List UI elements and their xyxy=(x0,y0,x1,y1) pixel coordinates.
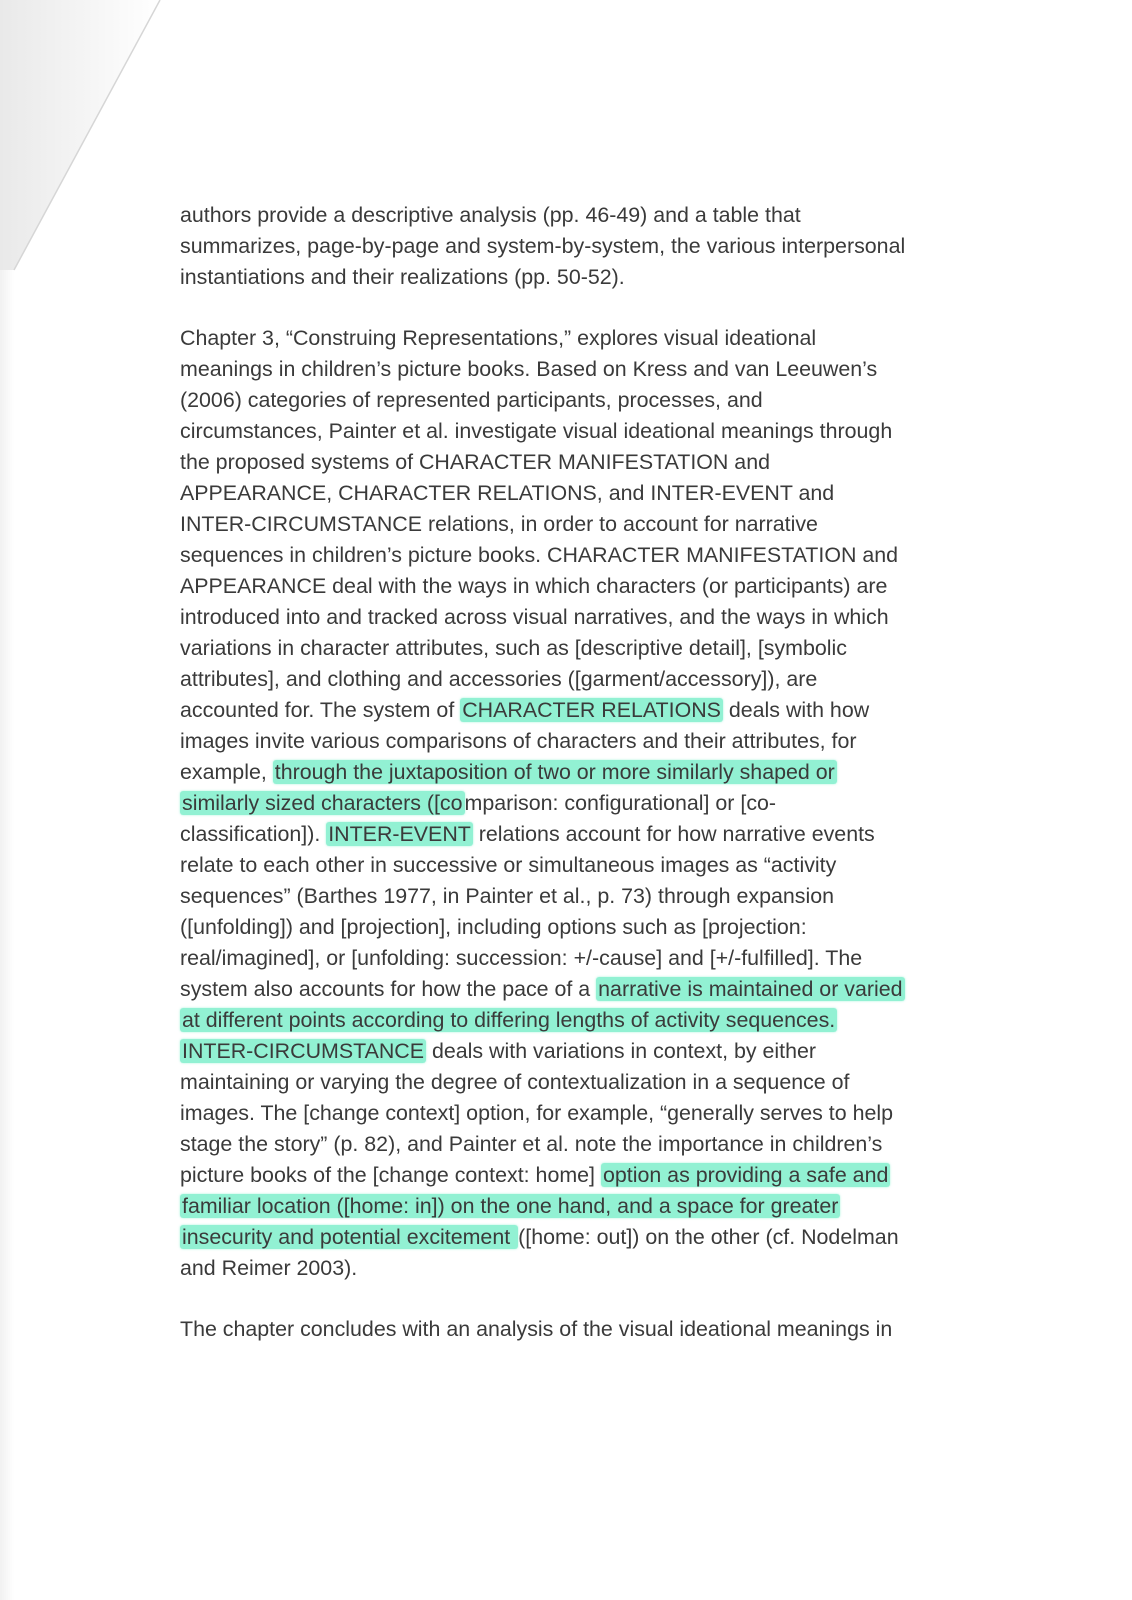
text-segment: sequences in children’s picture books. CHARACTER MANIFESTATION and xyxy=(180,543,899,567)
text-line xyxy=(180,1067,980,1098)
text-segment: accounted for. The system of xyxy=(180,698,461,722)
text-segment: relate to each other in successive or simultaneous images as “activity xyxy=(180,853,837,877)
text-line xyxy=(180,447,980,478)
highlighted-text: INTER-EVENT xyxy=(328,822,471,846)
text-line xyxy=(180,200,980,231)
text-line xyxy=(180,850,980,881)
text-segment: circumstances, Painter et al. investigate visual ideational meanings through xyxy=(180,419,893,443)
text-segment: images invite various comparisons of characters and their attributes, for xyxy=(180,729,857,753)
text-segment: authors provide a descriptive analysis (pp. 46-49) and a table that xyxy=(180,203,801,227)
text-line xyxy=(180,602,980,633)
text-line xyxy=(180,385,980,416)
text-line xyxy=(180,757,980,788)
text-segment: picture books of the [change context: home] xyxy=(180,1163,601,1187)
highlighted-text: option as providing a safe and xyxy=(602,1163,889,1187)
text-segment: sequences” (Barthes 1977, in Painter et al., p. 73) through expansion xyxy=(180,884,835,908)
text-line xyxy=(180,912,980,943)
text-line xyxy=(180,943,980,974)
scan-fold-corner xyxy=(0,0,170,320)
text-segment: Chapter 3, “Construing Representations,” explores visual ideational xyxy=(180,326,817,350)
highlighted-text: insecurity and potential excitement xyxy=(182,1225,517,1249)
text-line xyxy=(180,571,980,602)
text-segment: The chapter concludes with an analysis of the visual ideational meanings in xyxy=(180,1317,893,1341)
text-segment: images. The [change context] option, for example, “generally serves to help xyxy=(180,1101,894,1125)
text-segment: instantiations and their realizations (pp. 50-52). xyxy=(180,265,625,289)
text-line xyxy=(180,695,980,726)
text-segment: summarizes, page-by-page and system-by-system, the various interpersonal xyxy=(180,234,906,258)
text-line xyxy=(180,819,980,850)
highlighted-text: similarly sized characters ([co xyxy=(182,791,463,815)
text-segment: attributes], and clothing and accessories ([garment/accessory]), are xyxy=(180,667,818,691)
paragraph xyxy=(180,200,980,293)
highlighted-text: at different points according to differing lengths of activity sequences. xyxy=(182,1008,836,1032)
text-segment: variations in character attributes, such as [descriptive detail], [symbolic xyxy=(180,636,847,660)
text-line xyxy=(180,354,980,385)
text-line xyxy=(180,726,980,757)
text-segment: meanings in children’s picture books. Based on Kress and van Leeuwen’s xyxy=(180,357,878,381)
text-segment: INTER-CIRCUMSTANCE relations, in order to account for narrative xyxy=(180,512,818,536)
text-line xyxy=(180,540,980,571)
text-line xyxy=(180,1098,980,1129)
highlighted-text: familiar location ([home: in]) on the one hand, and a space for greater xyxy=(182,1194,839,1218)
text-line xyxy=(180,1036,980,1067)
paragraph xyxy=(180,1314,980,1345)
text-line xyxy=(180,509,980,540)
text-segment: ([home: out]) on the other (cf. Nodelman xyxy=(518,1225,899,1249)
text-line xyxy=(180,1191,980,1222)
text-segment: maintaining or varying the degree of contextualization in a sequence of xyxy=(180,1070,850,1094)
highlighted-text: through the juxtaposition of two or more similarly shaped or xyxy=(274,760,835,784)
text-line xyxy=(180,881,980,912)
text-line xyxy=(180,664,980,695)
text-segment: ([unfolding]) and [projection], including options such as [projection: xyxy=(180,915,807,939)
text-segment: stage the story” (p. 82), and Painter et al. note the importance in children’s xyxy=(180,1132,883,1156)
highlighted-text: CHARACTER RELATIONS xyxy=(462,698,721,722)
highlighted-text: INTER-CIRCUMSTANCE xyxy=(182,1039,425,1063)
text-segment: (2006) categories of represented participants, processes, and xyxy=(180,388,763,412)
highlighted-text: narrative is maintained or varied xyxy=(598,977,903,1001)
text-line xyxy=(180,974,980,1005)
text-segment: system also accounts for how the pace of a xyxy=(180,977,597,1001)
text-segment: relations account for how narrative events xyxy=(472,822,875,846)
text-line xyxy=(180,1222,980,1253)
paragraph xyxy=(180,323,980,1284)
document-page xyxy=(180,200,980,1375)
text-line xyxy=(180,788,980,819)
text-segment: APPEARANCE, CHARACTER RELATIONS, and INTER-EVENT and xyxy=(180,481,835,505)
text-line xyxy=(180,1314,980,1345)
text-segment: real/imagined], or [unfolding: succession: +/-cause] and [+/-fulfilled]. The xyxy=(180,946,863,970)
text-line xyxy=(180,1129,980,1160)
text-line xyxy=(180,323,980,354)
text-segment: APPEARANCE deal with the ways in which characters (or participants) are xyxy=(180,574,888,598)
text-line xyxy=(180,416,980,447)
text-segment: introduced into and tracked across visual narratives, and the ways in which xyxy=(180,605,889,629)
text-segment: and Reimer 2003). xyxy=(180,1256,358,1280)
text-line xyxy=(180,1253,980,1284)
text-line xyxy=(180,1160,980,1191)
text-line xyxy=(180,478,980,509)
text-line xyxy=(180,633,980,664)
text-segment: the proposed systems of CHARACTER MANIFESTATION and xyxy=(180,450,770,474)
text-segment: classification]). xyxy=(180,822,327,846)
text-line xyxy=(180,1005,980,1036)
scan-left-edge xyxy=(0,270,14,1600)
text-segment: example, xyxy=(180,760,273,784)
text-segment: mparison: configurational] or [co- xyxy=(464,791,777,815)
text-line xyxy=(180,262,980,293)
text-segment: deals with variations in context, by either xyxy=(426,1039,817,1063)
text-segment: deals with how xyxy=(722,698,870,722)
text-line xyxy=(180,231,980,262)
